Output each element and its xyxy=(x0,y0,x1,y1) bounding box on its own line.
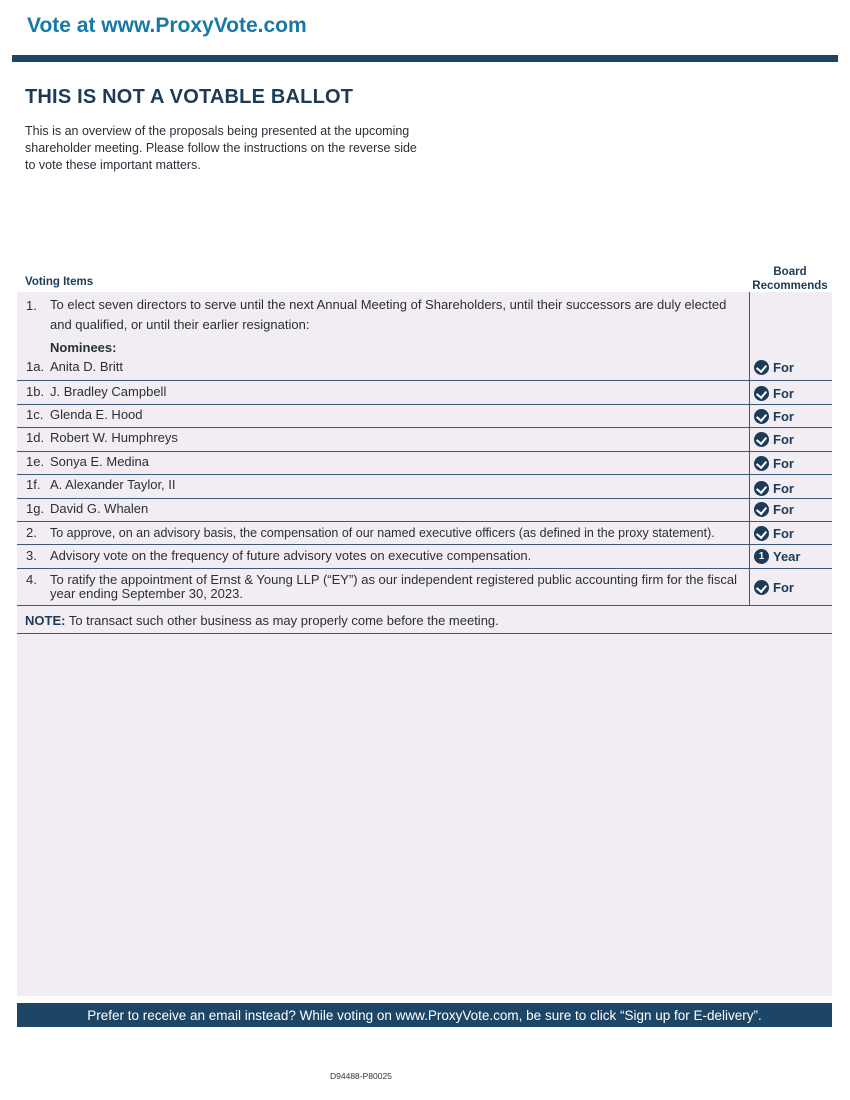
header-rule xyxy=(12,55,838,62)
check-icon xyxy=(754,409,769,424)
edelivery-banner: Prefer to receive an email instead? While voting on www.ProxyVote.com, be sure to click “Sign up for E-delivery”. xyxy=(17,1003,832,1027)
check-icon xyxy=(754,526,769,541)
recommendation xyxy=(754,360,794,375)
proposal-text: Advisory vote on the frequency of future advisory votes on executive compensation. xyxy=(50,548,532,563)
proposal-row xyxy=(17,545,832,569)
document-code: D94488-P80025 xyxy=(330,1071,392,1081)
proposal-text: To ratify the appointment of Ernst & Young LLP (“EY”) as our independent registered public accounting firm for the fiscal year ending September 30, 2023. xyxy=(50,572,737,601)
check-icon xyxy=(754,386,769,401)
recommendation xyxy=(754,580,794,595)
nominee-name: J. Bradley Campbell xyxy=(50,384,167,399)
recommendation-label: For xyxy=(773,481,794,496)
recommendation-label: For xyxy=(773,409,794,424)
recommendation-label: For xyxy=(773,580,794,595)
proposal-row xyxy=(17,522,832,545)
nominee-name: Anita D. Britt xyxy=(50,359,123,374)
nominee-number: 1c. xyxy=(26,407,44,422)
check-icon xyxy=(754,456,769,471)
nominee-name: Sonya E. Medina xyxy=(50,454,150,469)
nominees-label: Nominees: xyxy=(50,340,117,355)
proposal-text: To approve, on an advisory basis, the compensation of our named executive officers (as defined in the proxy statement). xyxy=(50,526,715,540)
recommendation xyxy=(754,549,800,564)
item-text: To elect seven directors to serve until the next Annual Meeting of Shareholders, until their successors are duly elected and qualified, or until their earlier resignation: xyxy=(50,297,727,332)
note-label: NOTE: xyxy=(25,613,66,628)
recommendation-label: For xyxy=(773,502,794,517)
nominee-number: 1a. xyxy=(26,359,45,374)
nominee-number: 1f. xyxy=(26,477,41,492)
recommendation xyxy=(754,409,794,424)
proposal-number: 2. xyxy=(26,525,37,540)
recommendation-label: Year xyxy=(773,549,801,564)
voting-items-heading: Voting Items xyxy=(25,276,94,288)
note xyxy=(17,606,832,634)
nominee-row xyxy=(17,405,832,428)
item-number: 1. xyxy=(26,298,37,313)
nominee-name: Robert W. Humphreys xyxy=(50,430,178,445)
board-recommends-heading: Board Recommends xyxy=(752,266,828,292)
nominee-number: 1d. xyxy=(26,430,45,445)
recommendation xyxy=(754,502,794,517)
nominee-row xyxy=(17,475,832,499)
recommendation xyxy=(754,456,794,471)
recommendation-label: For xyxy=(773,456,794,471)
header-title: Vote at www.ProxyVote.com xyxy=(27,14,307,37)
check-icon xyxy=(754,502,769,517)
ballot-title: THIS IS NOT A VOTABLE BALLOT xyxy=(25,86,354,108)
recommendation-label: For xyxy=(773,432,794,447)
recommendation xyxy=(754,432,794,447)
check-icon xyxy=(754,432,769,447)
intro-text: This is an overview of the proposals being presented at the upcoming shareholder meeting. Please follow the instructions on the reverse side to vote these important matters. xyxy=(25,124,417,172)
nominee-row xyxy=(17,499,832,522)
nominee-row xyxy=(17,452,832,475)
proposal-number: 3. xyxy=(26,548,37,563)
check-icon xyxy=(754,481,769,496)
nominee-name: A. Alexander Taylor, II xyxy=(50,477,176,492)
nominee-row xyxy=(17,428,832,452)
nominee-number: 1g. xyxy=(26,501,45,516)
nominee-number: 1e. xyxy=(26,454,45,469)
nominee-name: David G. Whalen xyxy=(50,501,149,516)
one-icon: 1 xyxy=(754,549,769,564)
proposal-number: 4. xyxy=(26,572,37,587)
check-icon xyxy=(754,360,769,375)
recommendation-label: For xyxy=(773,526,794,541)
item-1-row xyxy=(17,292,832,381)
nominee-number: 1b. xyxy=(26,384,45,399)
recommendation xyxy=(754,526,794,541)
nominee-name: Glenda E. Hood xyxy=(50,407,143,422)
proposal-row xyxy=(17,569,832,606)
nominee-row xyxy=(17,381,832,405)
recommendation-label: For xyxy=(773,360,794,375)
recommendation xyxy=(754,481,794,496)
recommendation xyxy=(754,386,794,401)
note-text: To transact such other business as may properly come before the meeting. xyxy=(65,613,499,628)
check-icon xyxy=(754,580,769,595)
recommendation-label: For xyxy=(773,386,794,401)
